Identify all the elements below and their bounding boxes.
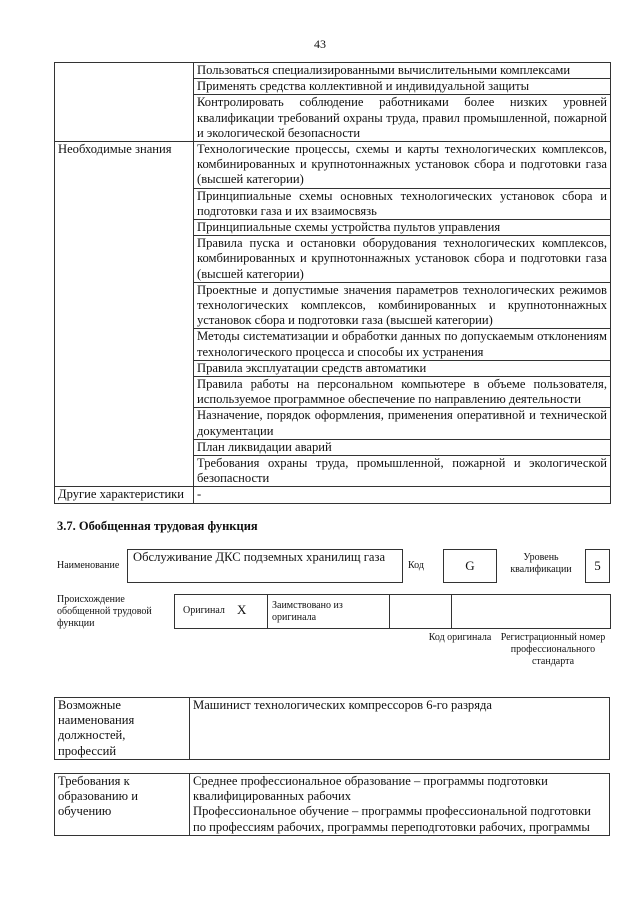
positions-value: Машинист технологических компрессоров 6-го разряда — [190, 698, 610, 760]
row-label: Другие характеристики — [55, 487, 194, 503]
name-value: Обслуживание ДКС подземных хранилищ газа — [127, 549, 403, 583]
row-value: Принципиальные схемы устройства пультов управления — [194, 220, 611, 236]
row-value: Правила пуска и остановки оборудования технологических комплексов, комбинированных и крупнотоннажных установок сбора и подготовки газа (высшей категории) — [194, 236, 611, 283]
level-label: Уровень квалификации — [510, 552, 572, 575]
positions-table — [54, 697, 610, 760]
code-label: Код — [408, 560, 424, 571]
education-table — [54, 773, 610, 836]
education-value — [190, 774, 610, 836]
positions-label: Возможные наименования должностей, профессий — [55, 698, 190, 760]
original-label: Оригинал — [183, 605, 225, 616]
table-row — [55, 63, 611, 79]
row-value: Требования охраны труда, промышленной, пожарной и экологической безопасности — [194, 456, 611, 487]
education-line: Среднее профессиональное образование – программы подготовки квалифицированных рабочих — [193, 774, 548, 804]
row-value: Контролировать соблюдение работниками более низких уровней квалификации требований охраны труда, правил промышленной, пожарной и экологической безопасности — [194, 95, 611, 142]
education-line: Профессиональное обучение – программы профессиональной подготовки по профессиям рабочих, программы переподготовки рабочих, программы — [193, 804, 591, 834]
section-title: 3.7. Обобщенная трудовая функция — [57, 519, 258, 533]
origin-code-caption: Код оригинала — [428, 632, 492, 643]
original-mark: X — [237, 602, 247, 617]
level-value: 5 — [585, 549, 610, 583]
row-label — [55, 63, 194, 142]
borrowed-label: Заимствовано из оригинала — [272, 600, 343, 623]
row-value: Правила работы на персональном компьютере в объеме пользователя, используемое программное обеспечение по направлению деятельности — [194, 377, 611, 408]
table-row — [55, 142, 611, 189]
row-label: Необходимые знания — [55, 142, 194, 487]
row-value: План ликвидации аварий — [194, 439, 611, 455]
origin-label: Происхождение обобщенной трудовой функции — [57, 594, 152, 629]
row-value: Принципиальные схемы основных технологических установок сбора и подготовки газа и их взаимосвязь — [194, 188, 611, 219]
origin-box — [174, 594, 611, 629]
page-number: 43 — [314, 37, 326, 51]
row-value: - — [194, 487, 611, 503]
row-value: Применять средства коллективной и индивидуальной защиты — [194, 79, 611, 95]
name-label: Наименование — [57, 560, 120, 571]
row-value: Проектные и допустимые значения параметров технологических режимов технологических комплексов, комбинированных и крупнотоннажных установок сбора и подготовки газа (высшей категории) — [194, 282, 611, 329]
reg-number-caption: Регистрационный номер профессионального стандарта — [500, 632, 606, 667]
row-value: Правила эксплуатации средств автоматики — [194, 360, 611, 376]
row-value: Пользоваться специализированными вычислительными комплексами — [194, 63, 611, 79]
row-value: Технологические процессы, схемы и карты технологических комплексов, комбинированных и крупнотоннажных установок сбора и подготовки газа (высшей категории) — [194, 142, 611, 189]
code-value: G — [443, 549, 497, 583]
row-value: Назначение, порядок оформления, применения оперативной и технической документации — [194, 408, 611, 439]
table-row — [55, 487, 611, 503]
education-label: Требования к образованию и обучению — [55, 774, 190, 836]
knowledge-table — [54, 62, 611, 504]
row-value: Методы систематизации и обработки данных по допускаемым отклонениям технологического процесса и способы их устранения — [194, 329, 611, 360]
